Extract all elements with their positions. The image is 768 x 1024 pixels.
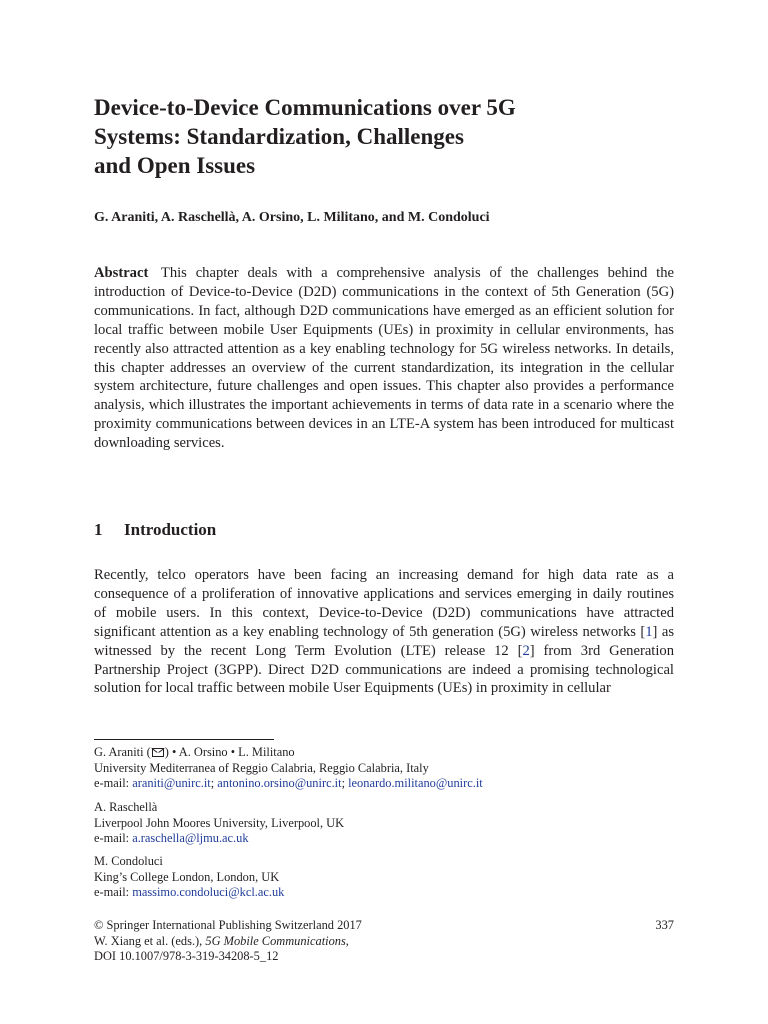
title-line-2: Systems: Standardization, Challenges	[94, 124, 464, 149]
title-line-1: Device-to-Device Communications over 5G	[94, 95, 516, 120]
fn1-sep-1: ;	[210, 776, 218, 791]
abstract	[94, 264, 674, 453]
editors-line	[94, 934, 674, 950]
fn3-affiliation: King’s College London, London, UK	[94, 869, 280, 884]
envelope-icon	[152, 748, 164, 757]
fn3-name: M. Condoluci	[94, 854, 163, 868]
fn1-emails	[94, 776, 674, 792]
author-list: G. Araniti, A. Raschellà, A. Orsino, L. Militano, and M. Condoluci	[94, 210, 490, 225]
abstract-label: Abstract	[94, 265, 149, 281]
fn2-email	[94, 831, 674, 847]
email-link-condoluci[interactable]: massimo.condoluci@kcl.ac.uk	[132, 885, 285, 900]
fn3-email-label: e-mail:	[94, 885, 133, 900]
editors-prefix: W. Xiang et al. (eds.),	[94, 933, 206, 948]
fn3-email	[94, 885, 674, 901]
footnote-affiliation-3	[94, 854, 674, 901]
fn1-sep-2: ;	[341, 776, 349, 791]
intro-text-1: Recently, telco operators have been facing an increasing demand for high data rate as a consequence of a proliferation of innovative applications and services emerging in daily routines of mobile users. In this context, Device-to-Device (D2D) communications have attracted significant attention as a key enabling technology of 5th generation (5G) wireless networks [	[94, 567, 674, 640]
fn2-email-label: e-mail:	[94, 831, 133, 846]
email-link-orsino[interactable]: antonino.orsino@unirc.it	[217, 776, 342, 791]
fn2-name: A. Raschellà	[94, 800, 158, 814]
fn1-names-end: ) • A. Orsino • L. Militano	[164, 745, 295, 759]
editors-suffix: ,	[345, 933, 349, 948]
citation-link-2[interactable]: 2	[522, 642, 530, 659]
fn1-names-start: G. Araniti (	[94, 745, 151, 759]
intro-paragraph	[94, 566, 674, 698]
publication-footer	[94, 918, 674, 965]
doi-line: DOI 10.1007/978-3-319-34208-5_12	[94, 949, 279, 964]
footnote-divider	[94, 739, 274, 740]
fn2-affiliation: Liverpool John Moores University, Liverpool, UK	[94, 815, 345, 830]
fn1-affiliation: University Mediterranea of Reggio Calabria, Reggio Calabria, Italy	[94, 760, 429, 775]
abstract-text: This chapter deals with a comprehensive analysis of the challenges behind the introduction of Device-to-Device (D2D) communications in the context of 5th Generation (5G) communications. In fact, although D2D communications have emerged as an efficient solution for local traffic between mobile User Equipments (UEs) in proximity in cellular environments, has recently also attracted attention as a key enabling technology for 5G wireless networks. In details, this chapter addresses an overview of the current standardization, its integration in the cellular system architecture, future challenges and open issues. This chapter also provides a performance analysis, which illustrates the important achievements in terms of data rate in a scenario where the proximity communications between devices in an LTE-A system has been introduced for multicast downloading services.	[94, 265, 675, 452]
intro-text-2: ] as witnessed by the recent Long Term Evolution (LTE) release 12 [	[94, 623, 674, 659]
section-heading	[94, 519, 216, 541]
email-link-araniti[interactable]: araniti@unirc.it	[132, 776, 211, 791]
copyright-line: © Springer International Publishing Switzerland 2017	[94, 918, 362, 932]
footnote-affiliation-2	[94, 800, 674, 847]
paper-title	[94, 93, 674, 180]
email-link-raschella[interactable]: a.raschella@ljmu.ac.uk	[132, 831, 249, 846]
citation-link-1[interactable]: 1	[645, 623, 653, 640]
fn1-names	[94, 745, 674, 761]
page-number: 337	[655, 918, 674, 932]
section-number: 1	[94, 520, 103, 539]
intro-text-3: ] from 3rd Generation Partnership Project (3GPP). Direct D2D communications are indeed a promising technological solution for local traffic between mobile User Equipments (UEs) in proximity in cellular	[94, 642, 674, 697]
email-link-militano[interactable]: leonardo.militano@unirc.it	[348, 776, 483, 791]
section-title: Introduction	[124, 520, 217, 539]
fn1-email-label: e-mail:	[94, 776, 133, 791]
book-title: 5G Mobile Communications	[205, 933, 346, 948]
footnote-affiliation-1	[94, 745, 674, 792]
title-line-3: and Open Issues	[94, 153, 256, 178]
